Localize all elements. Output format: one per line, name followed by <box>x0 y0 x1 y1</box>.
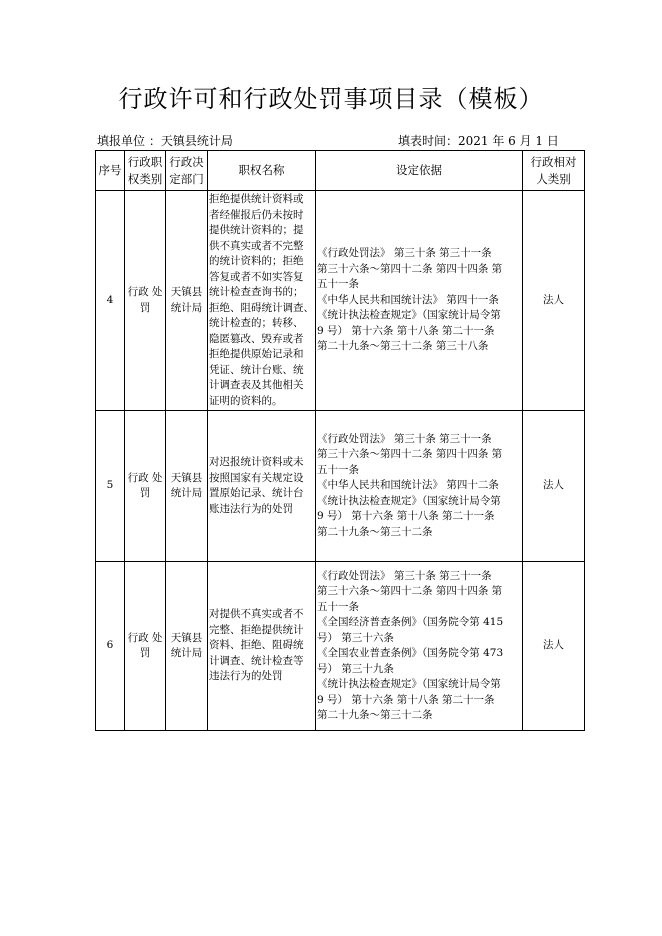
header-name: 职权名称 <box>208 151 316 191</box>
row-name: 对迟报统计资料或未 按照国家有关规定设 置原始记录、统计台 账违法行为的处罚 <box>208 411 316 562</box>
row-counterparty: 法人 <box>523 411 585 562</box>
fill-time: 填表时间：2021 年 6 月 1 日 <box>398 134 559 148</box>
row-category: 行政 处 罚 <box>125 191 166 411</box>
row-basis: 《行政处罚法》 第三十条 第三十一条 第三十六条～第四十二条 第四十四条 第 五十一条 《中华人民共和国统计法》 第四十一条 《统计执法检查规定》（国家统计局令第 9 号） 第十六条 第十八条 第二十一条 第二十九条～第三十二条 第三十八条 <box>316 191 523 411</box>
catalog-table <box>95 150 585 731</box>
header-counterparty: 行政相对 人类别 <box>523 151 585 191</box>
page-title: 行政许可和行政处罚事项目录（模板） <box>118 85 544 113</box>
header-seq: 序号 <box>96 151 125 191</box>
row-dept: 天镇县 统计局 <box>166 191 208 411</box>
row-seq: 6 <box>96 562 125 731</box>
header-category: 行政职 权类别 <box>125 151 166 191</box>
table-header-row <box>96 151 585 191</box>
row-basis: 《行政处罚法》 第三十条 第三十一条 第三十六条～第四十二条 第四十四条 第 五十一条 《全国经济普查条例》（国务院令第 415 号） 第三十六条 《全国农业普查条例》（国务院令第 473 号） 第三十九条 《统计执法检查规定》（国家统计局令第 9 号） 第十六条 第十八条 第二十一条 第二十九条～第三十二条 <box>316 562 523 731</box>
row-dept: 天镇县 统计局 <box>166 562 208 731</box>
row-dept: 天镇县 统计局 <box>166 411 208 562</box>
row-basis: 《行政处罚法》 第三十条 第三十一条 第三十六条～第四十二条 第四十四条 第 五十一条 《中华人民共和国统计法》 第四十二条 《统计执法检查规定》（国家统计局令第 9 号） 第十六条 第十八条 第二十一条 第二十九条～第三十二条 <box>316 411 523 562</box>
row-seq: 5 <box>96 411 125 562</box>
row-category: 行政 处 罚 <box>125 411 166 562</box>
row-name: 拒绝提供统计资料或 者经催报后仍未按时 提供统计资料的；提 供不真实或者不完整 的统计资料的；拒绝 答复或者不如实答复 统计检查查询书的； 拒绝、阻碍统计调查、 统计检查的；转移、 隐匿篡改、毁弃或者 拒绝提供原始记录和 凭证、统计台账、统 计调查表及其他相关 证明的资料的。 <box>208 191 316 411</box>
row-counterparty: 法人 <box>523 562 585 731</box>
header-basis: 设定依据 <box>316 151 523 191</box>
header-dept: 行政决 定部门 <box>166 151 208 191</box>
row-category: 行政 处 罚 <box>125 562 166 731</box>
table-row <box>96 411 585 562</box>
table-row <box>96 191 585 411</box>
row-counterparty: 法人 <box>523 191 585 411</box>
table-row <box>96 562 585 731</box>
fill-unit: 填报单位 ：天镇县统计局 <box>97 134 233 148</box>
row-name: 对提供不真实或者不 完整、拒绝提供统计 资料、拒绝、阻碍统 计调查、统计检查等 违法行为的处罚 <box>208 562 316 731</box>
row-seq: 4 <box>96 191 125 411</box>
